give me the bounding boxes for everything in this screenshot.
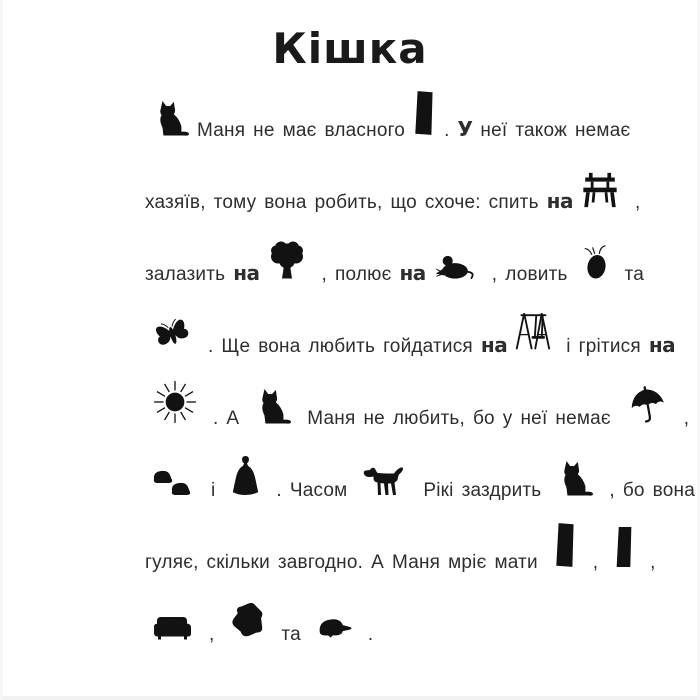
story-text: , бо вона (601, 480, 695, 501)
story-text: неї також немає (472, 120, 631, 141)
story-text: Рікі заздрить (415, 480, 550, 501)
fly-icon (583, 244, 610, 280)
narrow-door-icon (613, 526, 635, 568)
sitting-cat-icon (254, 388, 292, 424)
sitting-cat-icon (152, 100, 190, 136)
tree-icon (267, 239, 307, 280)
story-text: та (273, 624, 309, 645)
emphasis-word: на (546, 189, 573, 213)
story-text: , (584, 552, 607, 573)
story-line (145, 162, 641, 234)
story-line (145, 450, 695, 522)
bird-icon (316, 614, 353, 640)
story-line (145, 234, 645, 306)
story-line (145, 90, 631, 162)
sitting-cat-icon (556, 460, 594, 496)
emphasis-word: на (233, 261, 260, 285)
butterfly-icon (152, 315, 193, 352)
story-line (145, 594, 587, 666)
emphasis-word: на (480, 333, 508, 357)
story-text: . Ще вона любить гойдатися (200, 336, 481, 357)
story-text: та (616, 264, 645, 285)
story-text: . (359, 624, 374, 645)
bench-icon (580, 171, 620, 208)
story-text: Маня не любить, бо у неї немає (299, 408, 619, 429)
umbrella-icon (626, 385, 669, 424)
sofa-icon (152, 609, 194, 640)
emphasis-word: на (648, 333, 676, 357)
story-text: і (203, 480, 224, 501)
story-text: . (444, 120, 458, 141)
pillow-icon (229, 600, 266, 640)
story-line (145, 378, 690, 450)
dog-icon (362, 464, 408, 496)
story-text: , (642, 552, 656, 573)
door-icon (412, 90, 437, 136)
story-text: хазяїв, тому вона робить, що схоче: спить (145, 192, 547, 213)
swing-icon (514, 308, 551, 352)
story-text: . А (205, 408, 248, 429)
story-text: і грітися (558, 336, 649, 357)
story-text: . Часом (268, 480, 356, 501)
page-title: Кішка (272, 24, 428, 73)
emphasis-word: У (457, 117, 473, 141)
story-line (145, 522, 656, 594)
sun-icon (152, 380, 198, 424)
story-text: , ловить (483, 264, 576, 285)
door-icon (553, 522, 578, 568)
story-text: , (675, 408, 690, 429)
story-text: залазить (145, 264, 234, 285)
shoes-icon (152, 466, 196, 496)
story-text: Маня не має власного (197, 120, 406, 141)
story (3, 90, 697, 666)
story-text: , (627, 192, 641, 213)
mouse-icon (433, 249, 477, 280)
story-line (145, 306, 676, 378)
story-text: , полює (313, 264, 400, 285)
dress-icon (230, 455, 261, 496)
story-text: , (201, 624, 223, 645)
emphasis-word: на (399, 261, 426, 285)
story-text: гуляє, скільки завгодно. А Маня мріє мати (145, 552, 546, 573)
